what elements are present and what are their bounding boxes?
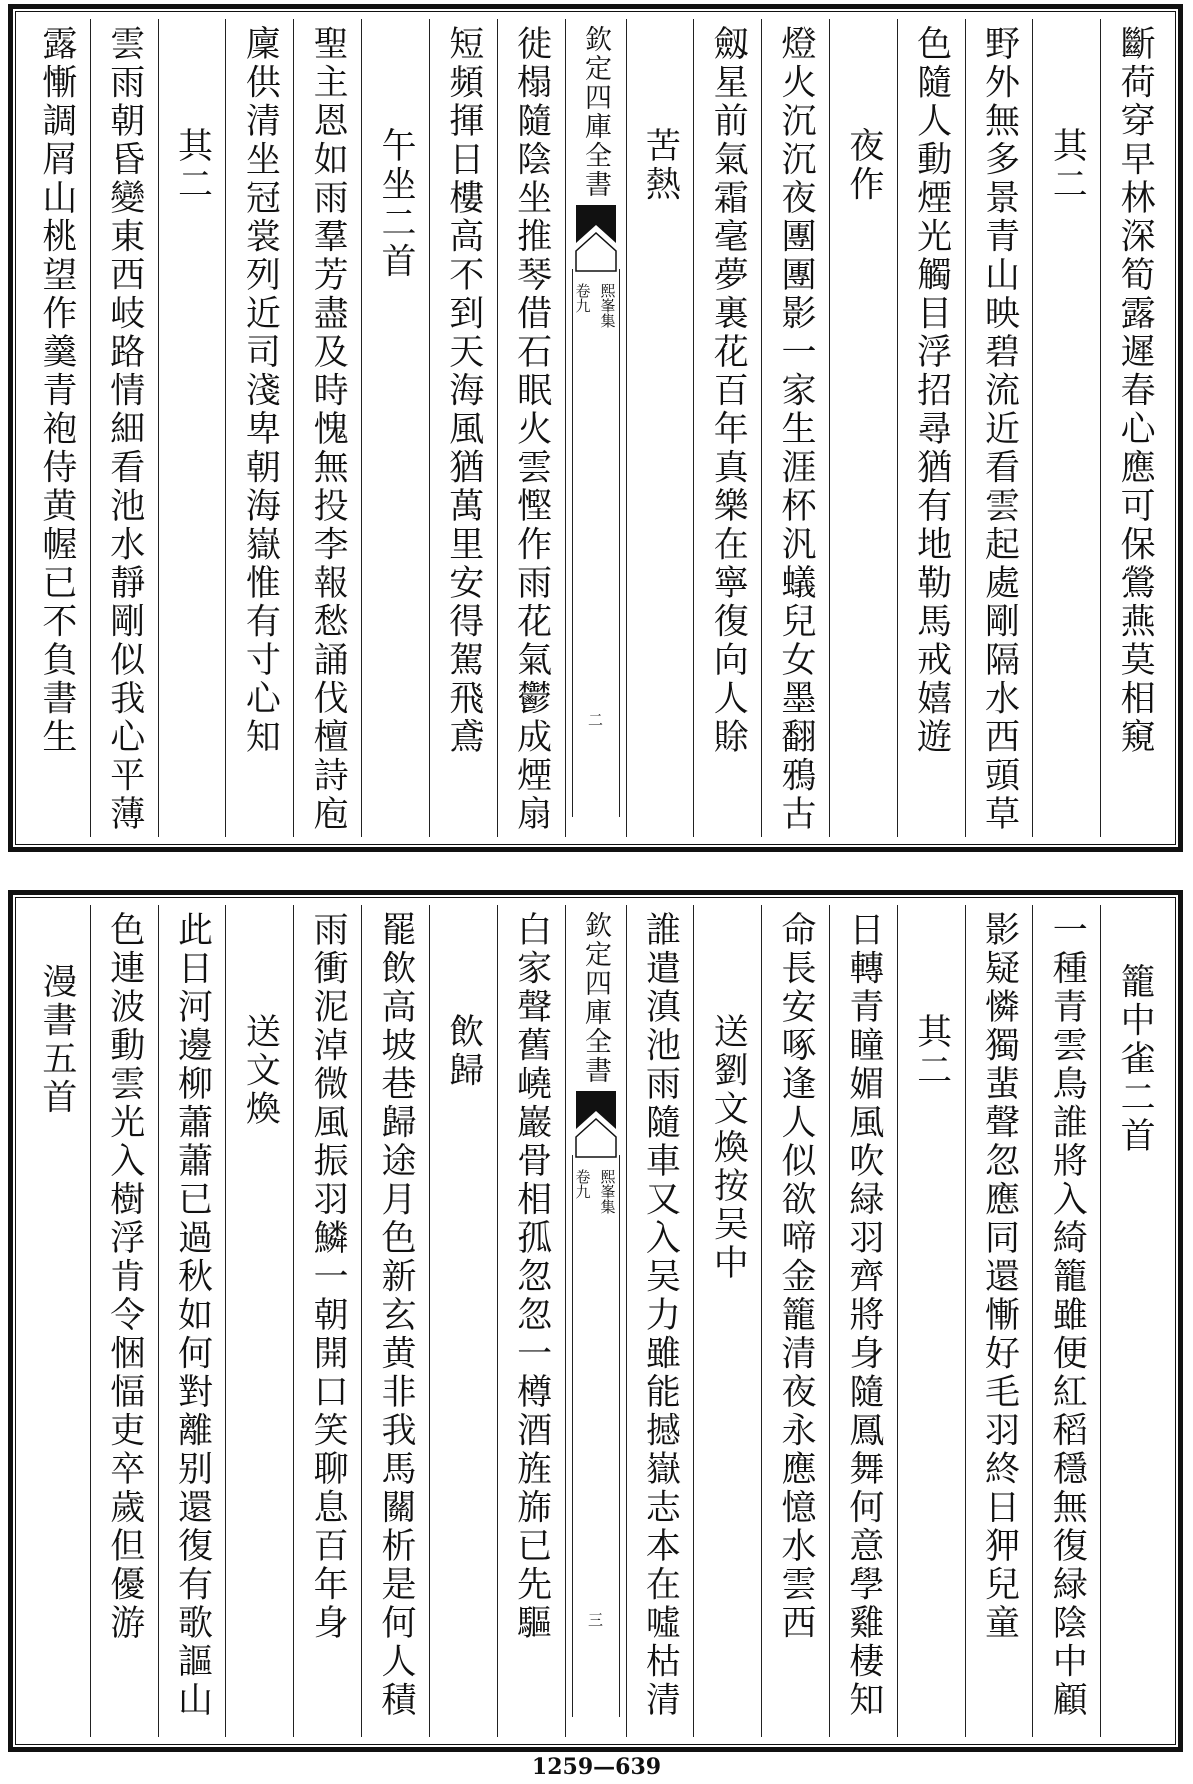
poem-heading: 其二 bbox=[172, 127, 213, 204]
poem-heading: 漫書五首 bbox=[36, 963, 77, 1117]
text-column bbox=[1032, 905, 1100, 1737]
text-column bbox=[293, 19, 361, 837]
text-column bbox=[1100, 19, 1168, 837]
banner-rule bbox=[619, 1155, 620, 1717]
text-column bbox=[225, 19, 293, 837]
page-number: 二 bbox=[586, 712, 604, 727]
text-column bbox=[829, 19, 897, 837]
volume-number: 卷九 bbox=[573, 283, 592, 313]
text-column bbox=[1032, 19, 1100, 837]
text-column bbox=[897, 905, 965, 1737]
text-column bbox=[1100, 905, 1168, 1737]
column-text: 露慚調屑山桃望作羹青袍侍黄幄已不負書生 bbox=[36, 25, 77, 757]
text-column bbox=[497, 19, 565, 837]
poem-heading: 苦熱 bbox=[640, 127, 681, 204]
top-page bbox=[8, 4, 1183, 852]
text-column bbox=[361, 19, 429, 837]
text-column bbox=[965, 19, 1033, 837]
poem-heading: 午坐二首 bbox=[375, 127, 416, 281]
poem-heading: 其二 bbox=[1047, 127, 1088, 204]
column-text: 色連波動雲光入樹浮肯令悃愊吏卒歲但優游 bbox=[104, 911, 145, 1643]
top-page-columns bbox=[23, 19, 1168, 837]
poem-heading: 夜作 bbox=[843, 127, 884, 204]
poem-heading: 送文煥 bbox=[240, 1013, 281, 1129]
text-column bbox=[361, 905, 429, 1737]
poem-heading: 籠中雀二首 bbox=[1115, 963, 1156, 1156]
text-column bbox=[497, 905, 565, 1737]
column-text: 劔星前氣霜毫夢裏花百年真樂在寧復向人賖 bbox=[708, 25, 749, 757]
banner-title: 欽定四庫全書 bbox=[580, 25, 611, 199]
text-column bbox=[293, 905, 361, 1737]
text-column bbox=[225, 905, 293, 1737]
text-column bbox=[429, 905, 497, 1737]
text-column bbox=[693, 905, 761, 1737]
poem-heading: 飲歸 bbox=[443, 1013, 484, 1090]
column-text: 燈火沉沉夜團團影一家生涯杯汎蟻兒女墨翻鴉古 bbox=[776, 25, 817, 834]
text-column bbox=[23, 19, 90, 837]
banner-rule bbox=[572, 269, 573, 817]
text-column bbox=[23, 905, 90, 1737]
bottom-page bbox=[8, 890, 1183, 1752]
text-column bbox=[965, 905, 1033, 1737]
column-text: 聖主恩如雨羣芳盡及時愧無投李報愁誦伐檀詩庖 bbox=[308, 25, 349, 834]
column-text: 色隨人動煙光觸目浮招尋猶有地勒馬戒嬉遊 bbox=[911, 25, 952, 757]
column-text: 白家聲舊嶢巖骨相孤忽忽一樽酒旌旆已先驅 bbox=[511, 911, 552, 1643]
collection-name: 熙峯集 bbox=[598, 283, 617, 328]
text-column bbox=[761, 19, 829, 837]
text-column bbox=[90, 905, 158, 1737]
text-column bbox=[626, 905, 694, 1737]
column-text: 影疑憐獨蜚聲忽應同還慚好毛羽終日狎兒童 bbox=[979, 911, 1020, 1643]
collection-name: 熙峯集 bbox=[598, 1169, 617, 1214]
text-column bbox=[897, 19, 965, 837]
column-text: 短頻揮日樓高不到天海風猶萬里安得駕飛鳶 bbox=[443, 25, 484, 757]
column-text: 斷荷穿早林深筍露遲春心應可保鶯燕莫相窺 bbox=[1115, 25, 1156, 757]
column-text: 命長安啄逢人似欲啼金籠清夜永應憶水雲西 bbox=[776, 911, 817, 1643]
fish-tail-icon bbox=[574, 1089, 618, 1159]
page-number: 三 bbox=[586, 1612, 604, 1627]
column-text: 日轉青瞳媚風吹緑羽齊將身隨鳳舞何意學雞棲知 bbox=[843, 911, 884, 1720]
text-column bbox=[429, 19, 497, 837]
text-column bbox=[693, 19, 761, 837]
column-text: 雲雨朝昏變東西岐路情細看池水靜剛似我心平薄 bbox=[104, 25, 145, 834]
column-text: 一種青雲鳥誰將入綺籠雖便紅稻穩無復緑陰中顧 bbox=[1047, 911, 1088, 1720]
center-banner bbox=[565, 905, 626, 1737]
column-text: 廩供清坐冠裳列近司淺卑朝海嶽惟有寸心知 bbox=[240, 25, 281, 757]
volume-number: 卷九 bbox=[573, 1169, 592, 1199]
banner-title: 欽定四庫全書 bbox=[580, 911, 611, 1085]
column-text: 野外無多景青山映碧流近看雲起處剛隔水西頭草 bbox=[979, 25, 1020, 834]
text-column bbox=[158, 19, 226, 837]
banner-subtitle bbox=[573, 283, 619, 328]
column-text: 此日河邊柳蕭蕭已過秋如何對離别還復有歌謳山 bbox=[172, 911, 213, 1720]
page-code: 1259—639 bbox=[531, 1754, 662, 1780]
center-banner bbox=[565, 19, 626, 837]
poem-heading: 送劉文煥按吴中 bbox=[708, 1013, 749, 1283]
column-text: 罷飲高坡巷歸途月色新玄黄非我馬關析是何人積 bbox=[375, 911, 416, 1720]
banner-rule bbox=[619, 269, 620, 817]
text-column bbox=[90, 19, 158, 837]
column-text: 雨衝泥淖微風振羽鱗一朝開口笑聊息百年身 bbox=[308, 911, 349, 1643]
text-column bbox=[626, 19, 694, 837]
banner-subtitle bbox=[573, 1169, 619, 1214]
column-text: 誰遣滇池雨隨車又入吴力雖能撼嶽志本在噓枯清 bbox=[640, 911, 681, 1720]
text-column bbox=[761, 905, 829, 1737]
bottom-page-columns bbox=[23, 905, 1168, 1737]
banner-rule bbox=[572, 1155, 573, 1717]
fish-tail-icon bbox=[574, 203, 618, 273]
text-column bbox=[158, 905, 226, 1737]
column-text: 徙榻隨陰坐推琴借石眠火雲慳作雨花氣鬱成煙扇 bbox=[511, 25, 552, 834]
poem-heading: 其二 bbox=[911, 1013, 952, 1090]
text-column bbox=[829, 905, 897, 1737]
